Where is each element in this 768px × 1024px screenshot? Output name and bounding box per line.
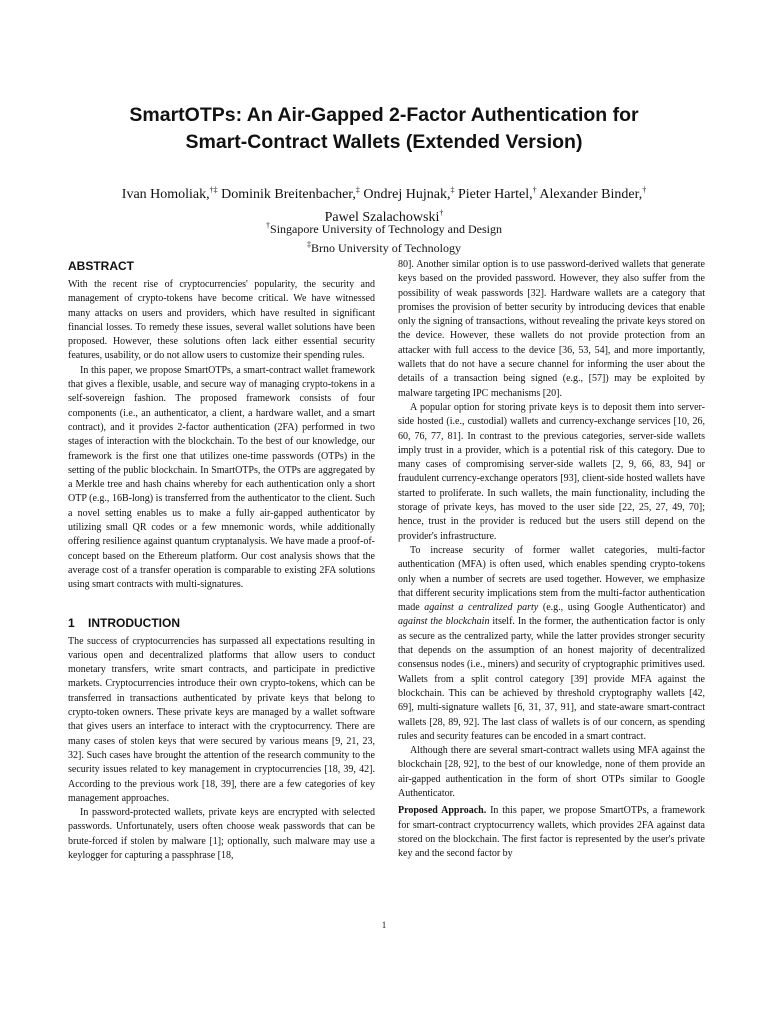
author: Ivan Homoliak,†‡ [121, 185, 218, 202]
author: Dominik Breitenbacher,‡ [221, 185, 360, 202]
title-line-1: SmartOTPs: An Air-Gapped 2-Factor Authentication for [129, 104, 639, 126]
left-column [68, 258, 375, 863]
abstract-paragraph: In this paper, we propose SmartOTPs, a smart-contract wallet framework that gives a flexible, usable, and secure way of managing crypto-tokens in a self-sovereign fashion. The proposed framework consists of four components (i.e., an authenticator, a client, a hardware wallet, and a smart contract), and it provides 2-factor authentication (2FA) performed in two stages of interaction with the blockchain. To the best of our knowledge, our framework is the first one that utilizes one-time passwords (OTPs) in the setting of the public blockchain. In SmartOTPs, the OTPs are aggregated by a Merkle tree and hash chains whereby for each authentication only a short OTP (e.g., 16B-long) is transferred from the authenticator to the client. Such a novel setting enables us to make a fully air-gapped authenticator by utilizing small QR codes or a few mnemonic words, while additionally offering resilience against quantum cryptanalysis. We have made a proof-of-concept based on the Ethereum platform. Our cost analysis shows that the average cost of a transfer operation is comparable to existing 2FA solutions using smart contracts with multi-signatures. [68, 364, 375, 591]
abstract-heading: ABSTRACT [68, 259, 134, 273]
title-line-2: Smart-Contract Wallets (Extended Version) [185, 131, 583, 153]
affiliation: ‡Brno University of Technology [307, 240, 461, 255]
abstract-paragraph: With the recent rise of cryptocurrencies' popularity, the security and management of crypto-tokens have become critical. We have witnessed many attacks on users and providers, which have resulted in significant financial losses. To remedy these issues, several wallet solutions have been proposed. However, these solutions often lack either essential security features, usability, or do not allow users to customize their spending rules. [68, 279, 375, 362]
emphasis: against a centralized party [424, 602, 539, 614]
intro-paragraph: The success of cryptocurrencies has surpassed all expectations resulting in various open and decentralized platforms that allow users to conduct monetary transfers, write smart contracts, and participate in predictive markets. Cryptocurrencies introduce their own crypto-tokens, which can be transferred in transactions authenticated by private keys that belong to crypto-token owners. These private keys are managed by a wallet software that gives users an interface to interact with the cryptocurrency. There are many cases of stolen keys that were secured by various means [9, 21, 23, 32]. Such cases have brought the attention of the research community to the security issues related to key management in cryptocurrencies [18, 39, 42]. According to the previous work [18, 39], there are a few categories of key management approaches. [68, 635, 375, 804]
paper-title [60, 102, 708, 156]
body-paragraph: To increase security of former wallet categories, multi-factor authentication (MFA) is often used, which enables spending crypto-tokens only when a number of secrets are used together. However, we emphasize that different security implications stem from the multi-factor authentication made against a centralized party (e.g., using Google Authenticator) and against the blockchain itself. In the former, the authentication factor is only as secure as the centralized party, while the latter provides stronger security that depends on the assumption of an honest majority of decentralized consensus nodes (i.e., miners) and security of cryptographic primitives used. Wallets from a split control category [39] provide MFA against the blockchain. This can be achieved by threshold cryptography wallets [42, 69], multi-signature wallets [6, 31, 37, 91], and state-aware smart-contract wallets [28, 89, 92]. The last class of wallets is of our concern, as spending rules and security features can be encoded in a smart contract. [398, 544, 705, 742]
intro-paragraph: In password-protected wallets, private keys are encrypted with selected passwords. Unfortunately, users often choose weak passwords that can be brute-forced if stolen by malware [1]; optionally, such malware may use a keylogger for capturing a passphrase [18, [68, 807, 375, 861]
affiliation: †Singapore University of Technology and Design [266, 221, 502, 236]
body-paragraph: 80]. Another similar option is to use password-derived wallets that generate keys based on the provided password. However, they also suffer from the possibility of weak passwords [32]. Hardware wallets are a category that promises the provision of better security by introducing devices that enable only the signing of transactions, without revealing the private keys stored on the device. However, these wallets do not provide protection from an attacker with full access to the device [36, 53, 54], and more importantly, wallets that do not have a secure channel for informing the user about the details of a transaction being signed (e.g., [57]) may be exploited by malware targeting IPC mechanisms [20]. [398, 259, 705, 399]
emphasis: against the blockchain [398, 616, 490, 628]
author: Pieter Hartel,† [457, 185, 537, 202]
author: Pawel Szalachowski† [324, 208, 444, 226]
section-title: INTRODUCTION [88, 615, 180, 630]
body-paragraph: Proposed Approach. In this paper, we propose SmartOTPs, a framework for smart-contract cryptocurrency wallets, which provides 2FA against data stored on the blockchain. The first factor is represented by the user's private key and the second factor by [398, 805, 705, 860]
body-paragraph: A popular option for storing private keys is to deposit them into server-side hosted (i.e., custodial) wallets and currency-exchange services [10, 26, 60, 76, 77, 81]. In contrast to the previous categories, server-side wallets imply trust in a provider, which is a potential risk of this category. Due to many cases of compromising server-side wallets [2, 9, 66, 83, 94] or fraudulent currency-exchange operators [93], client-side hosted wallets have started to proliferate. In such wallets, the main functionality, including the storage of private keys, has moved to the user side [22, 25, 27, 49, 70]; hence, trust in the provider is reduced but the users still depend on the provider's infrastructure. [398, 401, 705, 542]
author: Ondrej Hujnak,‡ [363, 185, 455, 202]
author: Alexander Binder,† [539, 185, 647, 202]
introduction-heading [68, 615, 375, 631]
affiliations [60, 218, 708, 256]
body-paragraph: Although there are several smart-contract wallets using MFA against the blockchain [28, 92], to the best of our knowledge, none of them provide an air-gapped authentication in the form of short OTPs similar to Google Authenticator. [398, 745, 705, 799]
paragraph-lead: Proposed Approach. [398, 805, 487, 817]
right-column [398, 258, 705, 861]
section-number: 1 [68, 615, 75, 630]
page-number: 1 [381, 920, 387, 930]
